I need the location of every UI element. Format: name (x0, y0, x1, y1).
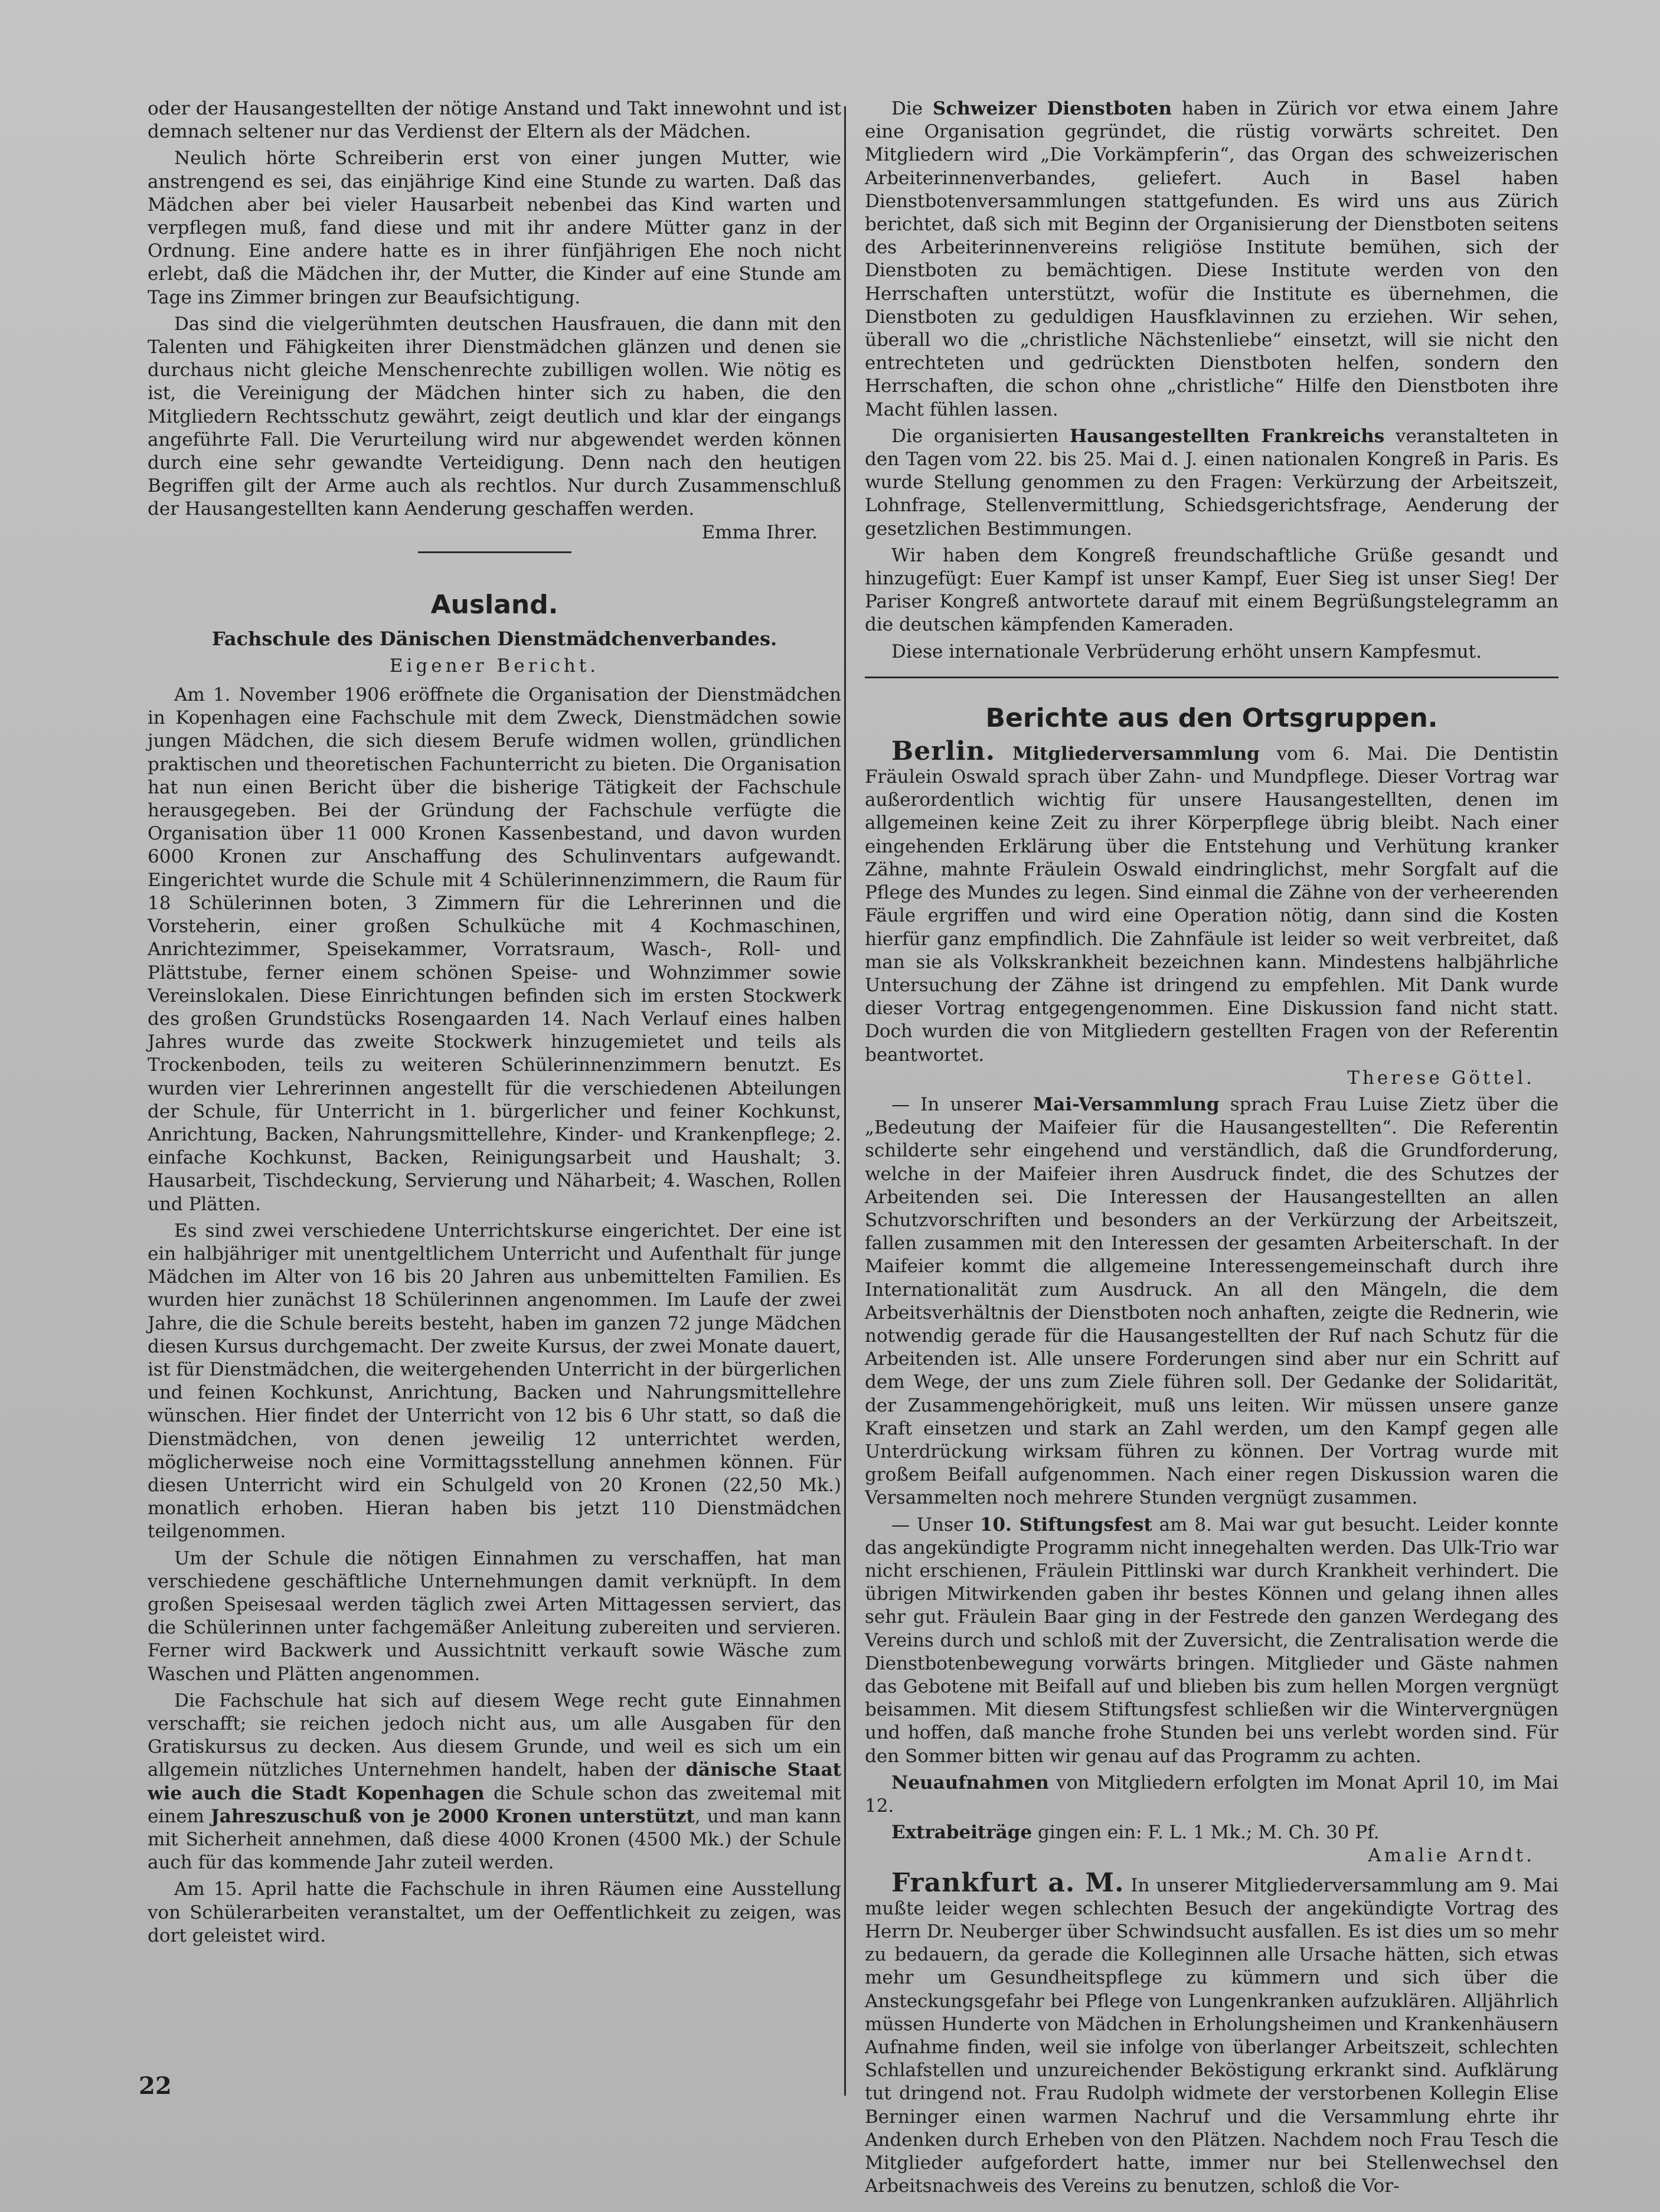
berlin-signature: Therese Göttel. (1347, 1067, 1535, 1089)
berlin-text: vom 6. Mai. Die Dentistin Fräulein Oswald sprach über Zahn- und Mundpflege. Dieser Vortrag war außerordentlich wichtig für unsere Hausangestellten, denen im allgemeinen keine Zeit zu ihrer Körperpflege übrig bleibt. Nach einer eingehenden Erklärung über die Entstehung und Verhütung kranker Zähne, mahnte Fräulein Oswald eindringlichst, mehr Sorgfalt auf die Pflege des Mundes zu legen. Sind einmal die Zähne von der verheerenden Fäule ergriffen und wird eine Operation nötig, dann sind die Kosten hierfür ganz empfindlich. Die Zahnfäule ist leider so weit verbreitet, daß man sie als Volkskrankheit bezeichnen kann. Mindestens halbjährliche Untersuchung der Zähne ist dringend zu empfehlen. Mit Dank wurde dieser Vortrag entgegengenommen. Eine Diskussion fand nicht statt. Doch wurden die von Mitgliedern gestellten Fragen von der Referentin beantwortet. (865, 743, 1559, 1066)
neuaufnahmen-paragraph (865, 1772, 1558, 1818)
fachschule-paragraph-3: Um der Schule die nötigen Einnahmen zu verschaffen, hat man verschiedene geschäftliche Unternehmungen damit verknüpft. In dem großen Speisesaal werden täglich zwei Arten Mittagessen serviert, das die Schülerinnen unter fachgemäßer Anleitung zubereiten und servieren. Ferner wird Backwerk und Aussichtnitt verkauft sowie Wäsche zum Waschen und Plätten angenommen. (148, 1547, 841, 1685)
extrabeitraege-text: gingen ein: F. L. 1 Mk.; M. Ch. 30 Pf. (1038, 1822, 1380, 1844)
stiftung-text-a: — Unser (891, 1514, 973, 1535)
fachschule-paragraph-5: Am 15. April hatte die Fachschule in ihren Räumen eine Ausstellung von Schülerarbeiten veranstaltet, um der Oeffentlichkeit zu zeigen, was dort geleistet wird. (148, 1878, 841, 1946)
frankfurt-paragraph (865, 1867, 1558, 2198)
intro-paragraph-2: Neulich hörte Schreiberin erst von einer jungen Mutter, wie anstrengend es sei, das einjährige Kind eine Stunde zu warten. Daß das Mädchen aber bei vieler Hausarbeit nebenbei das Kind warten und verpflegen muß, fand diese und mit ihr andere Mütter ganz in der Ordnung. Eine andere hatte es in ihrer fünfjährigen Ehe noch nicht erlebt, daß die Mädchen ihr, der Mutter, die Kinder auf eine Stunde am Tage ins Zimmer bringen zur Beaufsichtigung. (148, 148, 841, 308)
column-divider (844, 106, 846, 2096)
mai-bold: Mai-Versammlung (1032, 1093, 1220, 1115)
berlin-paragraph (865, 736, 1559, 1090)
p4-text-a: Die Fachschule hat sich auf diesem Wege recht gute Einnahmen verschafft; sie reichen jedoch nicht aus, um alle Ausgaben für den Gratiskursus zu decken. Aus diesem Grunde, und weil es sich um ein allgemein nützliches Unternehmen handelt, haben der (148, 1690, 841, 1781)
left-column (148, 97, 841, 1951)
schweiz-paragraph (865, 97, 1558, 422)
frankreich-text-a: Die organisierten (891, 425, 1059, 447)
mai-text-a: — In unserer (891, 1093, 1022, 1115)
stiftung-paragraph (865, 1514, 1558, 1768)
berlin-heading: Berlin. (891, 736, 996, 766)
verbruederung-paragraph: Diese internationale Verbrüderung erhöht unsern Kampfesmut. (891, 641, 1482, 662)
section-divider (418, 551, 571, 553)
p4-text-b: die Schule schon das zweitemal mit einem (148, 1782, 841, 1827)
extrabeitraege-bold: Extrabeiträge (891, 1822, 1032, 1844)
schweiz-text-a: Die (891, 98, 923, 119)
article-title-fachschule: Fachschule des Dänischen Dienstmädchenverbandes. (211, 627, 777, 650)
frankreich-paragraph (865, 425, 1558, 541)
mai-paragraph (865, 1093, 1558, 1510)
page-number: 22 (139, 2072, 172, 2100)
right-column (865, 97, 1558, 2201)
section-divider-right (865, 677, 1558, 678)
frankreich-text-b: veranstalteten in den Tagen vom 22. bis 25. Mai d. J. einen nationalen Kongreß in Paris. Es wurde Stellung genommen zu den Fragen: Verkürzung der Arbeitszeit, Lohnfrage, Stellenvermittlung, Schiedsgerichtsfrage, Aenderung der gesetzlichen Bestimmungen. (865, 425, 1558, 540)
fachschule-paragraph-1: Am 1. November 1906 eröffnete die Organisation der Dienstmädchen in Kopenhagen eine Fachschule mit dem Zweck, Dienstmädchen sowie jungen Mädchen, die sich diesem Berufe widmen wollen, gründlichen praktischen und theoretischen Fachunterricht zu bieten. Die Organisation hat nun einen Bericht über die bisherige Tätigkeit der Fachschule herausgegeben. Bei der Gründung der Fachschule verfügte die Organisation über 11 000 Kronen Kassenbestand, und davon wurden 6000 Kronen zur Anschaffung des Schulinventars aufgewandt. Eingerichtet wurde die Schule mit 4 Schülerinnenzimmern, die Raum für 18 Schülerinnen boten, 3 Zimmern für die Lehrerinnen und die Vorsteherin, einer großen Schulküche mit 4 Kochmaschinen, Anrichtezimmer, Speisekammer, Vorratsraum, Wasch-, Roll- und Plättstube, ferner einem schönen Speise- und Wohnzimmer sowie Vereinslokalen. Diese Einrichtungen befinden sich im ersten Stockwerk des großen Grundstücks Rosengaarden 14. Nach Verlauf eines halben Jahres wurde das zweite Stockwerk hinzugemietet und teils als Trockenboden, teils zu weiteren Schülerinnenzimmern benutzt. Es wurden vier Lehrerinnen angestellt für die verschiedenen Abteilungen der Schule, für Unterricht in 1. bürgerlicher und feiner Kochkunst, Anrichtung, Backen, Nahrungsmittellehre, Kinder- und Krankenpflege; 2. einfache Kochkunst, Backen, Reinigungsarbeit und Haushalt; 3. Hausarbeit, Tischdeckung, Servierung und Näharbeit; 4. Waschen, Rollen und Plätten. (148, 684, 841, 1215)
stiftung-text-b: am 8. Mai war gut besucht. Leider konnte das angekündigte Programm nicht innegehalten werden. Das Ulk-Trio war nicht erschienen, Fräulein Pittlinski war durch Krankheit verhindert. Die übrigen Mitwirkenden gaben ihr bestes Können und gelang ihnen alles sehr gut. Fräulein Baar ging in der Festrede den ganzen Werdegang des Vereins durch und schloß mit der Zuversicht, die Zentralisation werde die Dienstbotenbewegung vorwärts bringen. Mitglieder und Gäste nahmen das Gebotene mit Beifall auf und blieben bis zum hellen Morgen vergnügt beisammen. Mit diesem Stiftungsfest schließen wir die Wintervergnügen und hoffen, daß manche frohe Stunden bei uns verlebt worden sind. Für den Sommer bitten wir genau auf das Programm zu achten. (865, 1514, 1559, 1767)
p4-bold-grant: Jahreszuschuß von je 2000 Kronen unterstützt (211, 1805, 695, 1827)
schweiz-text-b: haben in Zürich vor etwa einem Jahre eine Organisation gegründet, die rüstig vorwärts schreitet. Den Mitgliedern wird „Die Vorkämpferin“, das Organ des schweizerischen Arbeiterinnenverbandes, geliefert. Auch in Basel haben Dienstbotenversammlungen stattgefunden. Es wird uns aus Zürich berichtet, daß sich mit Beginn der Organisierung der Dienstboten seitens des Arbeiterinnenvereins religiöse Institute bemühen, sich der Dienstboten zu bemächtigen. Diese Institute werden von den Herrschaften unterstützt, wofür die Institute es übernehmen, die Dienstboten zu geduldigen Hausfklavinnen zu erziehen. Wir sehen, überall wo die „christliche Nächstenliebe“ einsetzt, will sie nicht den entrechteten und gedrückten Dienstboten helfen, sondern den Herrschaften, die schon ohne „christliche“ Hilfe den Dienstboten ihre Macht fühlen lassen. (865, 98, 1558, 420)
stiftung-bold: 10. Stiftungsfest (979, 1514, 1152, 1535)
section-title-berichte: Berichte aus den Ortsgruppen. (985, 703, 1438, 733)
p4-bold-state: dänische Staat wie auch die Stadt Kopenhagen (148, 1759, 841, 1804)
fachschule-paragraph-4 (148, 1690, 841, 1875)
kongress-paragraph: Wir haben dem Kongreß freundschaftliche Grüße gesandt und hinzugefügt: Euer Kampf ist unser Kampf, Euer Sieg ist unser Sieg! Der Pariser Kongreß antwortete darauf mit einem Begrüßungstelegramm an die deutschen kämpfenden Kameraden. (865, 544, 1558, 636)
extrabeitraege-paragraph (865, 1821, 1558, 1867)
extrabeitraege-signature: Amalie Arndt. (1368, 1845, 1535, 1867)
frankfurt-text: In unserer Mitgliederversammlung am 9. Mai mußte leider wegen schlechten Besuch der angekündigte Vortrag des Herrn Dr. Neuberger über Schwindsucht ausfallen. Es ist dies um so mehr zu bedauern, da gerade die Kolleginnen alle Ursache hätten, sich etwas mehr um Gesundheitspflege zu kümmern und sich über die Ansteckungsgefahr bei Pflege von Lungenkranken aufzuklären. Alljährlich müssen Hunderte von Mädchen in Erholungsheimen und Krankenhäusern Aufnahme finden, weil sie infolge von überlanger Arbeitszeit, schlechten Schlafstellen und unzureichender Beköstigung erkrankt sind. Aufklärung tut dringend not. Frau Rudolph widmete der verstorbenen Kollegin Elise Berninger einen warmen Nachruf und die Versammlung ehrte ihr Andenken durch Erheben von den Plätzen. Nachdem noch Frau Tesch die Mitglieder aufgefordert hatte, immer nur bei Stellenwechsel den Arbeitsnachweis des Vereins zu benutzen, schloß die Vor- (865, 1874, 1558, 2197)
section-title-ausland: Ausland. (430, 589, 558, 620)
intro-paragraph-3-text: Das sind die vielgerühmten deutschen Hausfrauen, die dann mit den Talenten und Fähigkeiten ihrer Dienstmädchen glänzen und denen sie durchaus nicht gleiche Menschenrechte zubilligen wollen. Wie nötig es ist, die Vereinigung der Mädchen hinter sich zu haben, die den Mitgliedern Rechtsschutz gewährt, zeigt deutlich und klar der eingangs angeführte Fall. Die Verurteilung wird nur abgewendet werden können durch eine sehr gewandte Verteidigung. Denn nach den heutigen Begriffen gilt der Arme auch als rechtlos. Nur durch Zusammenschluß der Hausangestellten kann Aenderung geschaffen werden. (148, 313, 841, 520)
berlin-bold: Mitgliederversammlung (1012, 743, 1260, 764)
frankfurt-heading: Frankfurt a. M. (891, 1867, 1125, 1898)
frankreich-bold: Hausangestellten Frankreichs (1069, 425, 1385, 447)
fachschule-paragraph-2: Es sind zwei verschiedene Unterrichtskurse eingerichtet. Der eine ist ein halbjähriger mit unentgeltlichem Unterricht und Aufenthalt für junge Mädchen im Alter von 16 bis 20 Jahren aus unbemittelten Familien. Es wurden hier zunächst 18 Schülerinnen angenommen. Im Laufe der zwei Jahre, die die Schule bereits besteht, haben im ganzen 72 junge Mädchen diesen Kursus durchgemacht. Der zweite Kursus, der zwei Monate dauert, ist für Dienstmädchen, die weitergehenden Unterricht in der bürgerlichen und feinen Kochkunst, Anrichtung, Backen und Nahrungsmittellehre wünschen. Hier findet der Unterricht von 12 bis 6 Uhr statt, so daß die Dienstmädchen, von denen jeweilig 12 unterrichtet werden, möglicherweise noch eine Vormittagsstellung annehmen können. Für diesen Unterricht wird ein Schulgeld von 20 Kronen (22,50 Mk.) monatlich erhoben. Hieran haben bis jetzt 110 Dienstmädchen teilgenommen. (148, 1220, 841, 1543)
intro-paragraph-1: oder der Hausangestellten der nötige Anstand und Takt innewohnt und ist demnach seltener nur das Verdienst der Eltern als der Mädchen. (148, 98, 841, 143)
intro-paragraph-3 (148, 313, 841, 544)
article-subtitle: Eigener Bericht. (389, 655, 600, 677)
author-signature: Emma Ihrer. (701, 521, 818, 543)
schweiz-bold: Schweizer Dienstboten (933, 98, 1172, 119)
neuaufnahmen-bold: Neuaufnahmen (891, 1772, 1049, 1793)
p4-text-c: , und man kann mit Sicherheit annehmen, daß diese 4000 Kronen (4500 Mk.) der Schule auch für das kommende Jahr zuteil werden. (148, 1805, 841, 1874)
mai-text-b: sprach Frau Luise Zietz über die „Bedeutung der Maifeier für die Hausangestellten“. Die Referentin schilderte sehr eingehend und verständlich, daß die Grundforderung, welche in der Maifeier ihren Ausdruck findet, die des Schutzes der Arbeitenden sei. Die Interessen der Hausangestellten an allen Schutzvorschriften und besonders an der Verkürzung der Arbeitszeit, fallen zusammen mit den Interessen der gesamten Arbeiterschaft. In der Maifeier kommt die allgemeine Interessengemeinschaft durch ihre Internationalität zum Ausdruck. An all den Mängeln, die dem Arbeitsverhältnis der Dienstboten noch anhaften, zeigte die Rednerin, wie notwendig gerade für die Hausangestellten der Ruf nach Schutz für die Arbeitenden ist. Alle unsere Forderungen sind aber nur ein Schritt auf dem Wege, der uns zum Ziele führen soll. Der Gedanke der Solidarität, der Zusammengehörigkeit, muß uns leiten. Wir müssen unsere ganze Kraft einsetzen und stark an Zahl werden, um den Kampf gegen alle Unterdrückung wirksam führen zu können. Der Vortrag wurde mit großem Beifall aufgenommen. Nach einer regen Diskussion waren die Versammelten noch mehrere Stunden vergnügt zusammen. (865, 1093, 1558, 1509)
neuaufnahmen-text: von Mitgliedern erfolgten im Monat April 10, im Mai 12. (865, 1772, 1558, 1817)
